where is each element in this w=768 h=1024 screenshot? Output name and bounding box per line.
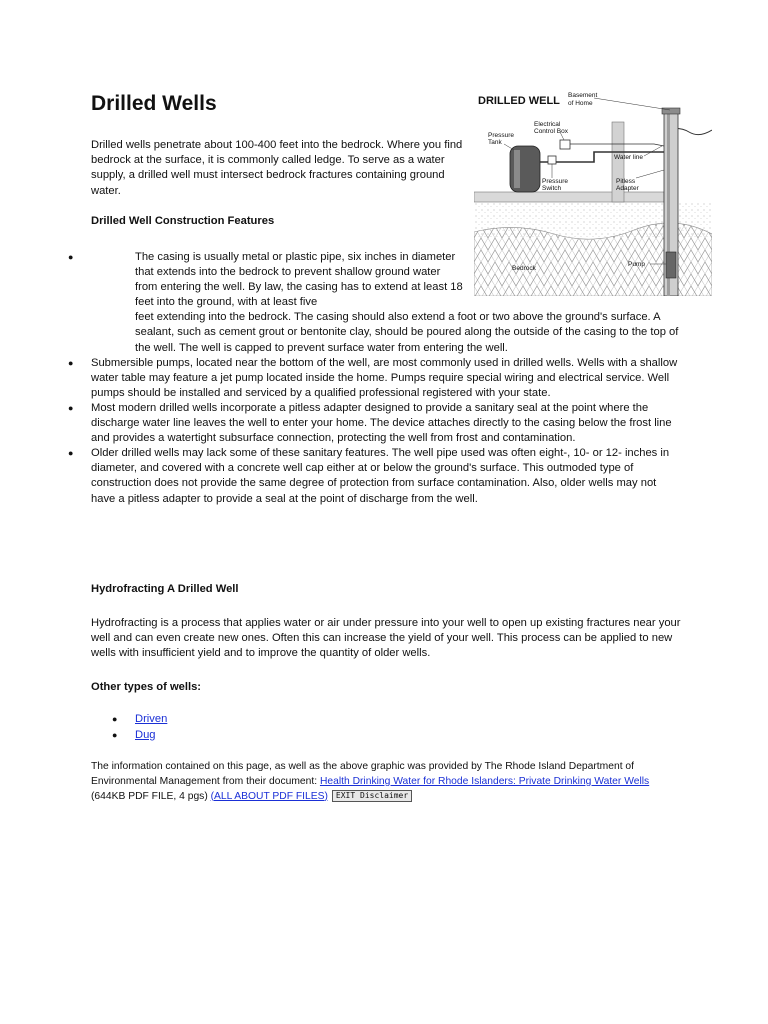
bullet-dot: ● bbox=[112, 729, 118, 740]
bullet-dot: ● bbox=[68, 252, 74, 262]
bullet-1-top: ● The casing is usually metal or plastic pipe, six inches in diameter that extends into the bedrock to prevent shallow ground water from entering the well. By law, the casing has to extend at least 18 feet into the ground, with at least five bbox=[68, 251, 463, 309]
exit-disclaimer-button[interactable]: EXIT Disclaimer bbox=[332, 790, 412, 802]
label-of-home: of Home bbox=[568, 100, 593, 107]
bullet-1-rest: feet extending into the bedrock. The casing should also extend a foot or two above the ground's surface. A sealant, such as cement grout or bentonite clay, should be poured along the outside of the casing to the top of the well. The well is capped to prevent surface water from entering the well. bbox=[135, 311, 679, 354]
label-pitless: Pitless bbox=[616, 178, 636, 185]
label-pressure: Pressure bbox=[488, 132, 515, 139]
label-electrical: Electrical bbox=[534, 121, 561, 128]
footer-text: The information contained on this page, as well as the above graphic was provided by The Rhode Island Department of Environmental Management from their document: bbox=[91, 761, 635, 787]
pdf-info-link[interactable]: (ALL ABOUT PDF FILES) bbox=[210, 790, 328, 802]
dug-link[interactable]: Dug bbox=[135, 728, 156, 741]
label-pump: Pump bbox=[628, 261, 645, 268]
bullet-dot: ● bbox=[68, 448, 74, 459]
pressure-switch-shape bbox=[548, 156, 556, 164]
well-cap bbox=[662, 108, 680, 114]
label-basement: Basement bbox=[568, 92, 598, 99]
other-wells-heading: Other types of wells: bbox=[91, 681, 202, 693]
list-item bbox=[91, 728, 167, 744]
bullet-dot: ● bbox=[112, 714, 118, 724]
file-info: (644KB PDF FILE, 4 pgs) bbox=[91, 790, 211, 802]
label-control-box: Control Box bbox=[534, 128, 568, 135]
list-item: ● Most modern drilled wells incorporate a pitless adapter designed to provide a sanitary seal at the point where the discharge water line leaves the well to enter your home. The device attaches directly to the casing below the frost line and provides a watertight subsurface connection, protecting the well from frost and contamination. bbox=[68, 401, 672, 445]
diagram-title: DRILLED WELL bbox=[478, 95, 560, 107]
label-water-line: Water line bbox=[614, 154, 644, 161]
page-title: Drilled Wells bbox=[91, 92, 217, 115]
source-footer bbox=[91, 760, 681, 804]
label-adapter: Adapter bbox=[616, 185, 639, 192]
basement-floor bbox=[474, 192, 664, 202]
hydrofracting-paragraph: Hydrofracting is a process that applies water or air under pressure into your well to open up existing fractures near your well and can even create new ones. Often this can increase the yield of your well. This process can be applied to new wells with insufficient yield and to improve the quantity of older wells. bbox=[91, 617, 681, 660]
list-item: ● Submersible pumps, located near the bottom of the well, are most commonly used in drilled wells. Wells with a shallow water table may feature a jet pump located inside the home. Pumps require special wiring and electrical service. Well pumps should be installed and serviced by a qualified professional registered with your state. bbox=[68, 356, 678, 399]
intro-paragraph: Drilled wells penetrate about 100-400 feet into the bedrock. Where you find bedrock at the surface, it is commonly called ledge. To serve as a water supply, a drilled well must intersect bedrock fractures containing ground water. bbox=[91, 139, 463, 197]
list-item bbox=[91, 712, 167, 728]
bullet-dot: ● bbox=[68, 402, 74, 413]
hydrofracting-heading: Hydrofracting A Drilled Well bbox=[91, 583, 239, 595]
construction-heading: Drilled Well Construction Features bbox=[91, 215, 275, 227]
control-box-shape bbox=[560, 140, 570, 149]
other-wells-list bbox=[91, 712, 167, 743]
label-bedrock: Bedrock bbox=[512, 265, 536, 272]
label-pressure-switch-2: Switch bbox=[542, 185, 562, 192]
list-item: ● Older drilled wells may lack some of these sanitary features. The well pipe used was often eight-, 10- or 12- inches in diameter, and covered with a concrete well cap either at or below the ground's surface. This outmoded type of construction does not provide the same degree of protection from surface contamination. Also, older wells may not have a pitless adapter to provide a seal at the point of discharge from the well. bbox=[68, 447, 670, 505]
label-pressure-switch-1: Pressure bbox=[542, 178, 569, 185]
document-link[interactable]: Health Drinking Water for Rhode Islanders: Private Drinking Water Wells bbox=[319, 775, 650, 787]
label-tank: Tank bbox=[488, 139, 502, 146]
list-item bbox=[68, 250, 681, 356]
driven-link[interactable]: Driven bbox=[135, 713, 168, 725]
bullet-dot: ● bbox=[68, 357, 74, 368]
construction-list bbox=[68, 250, 681, 507]
